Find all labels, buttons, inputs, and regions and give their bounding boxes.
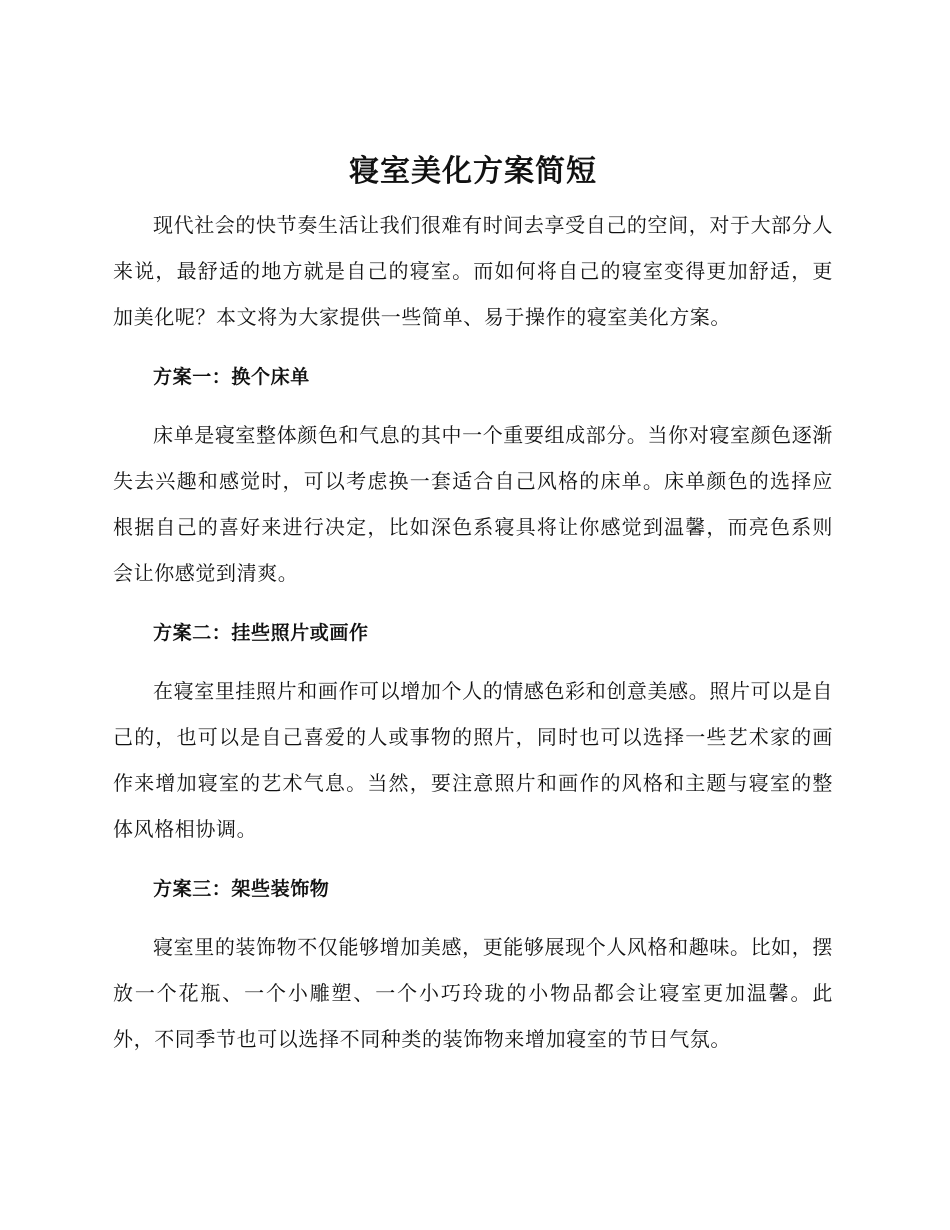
section-1-body: 床单是寝室整体颜色和气息的其中一个重要组成部分。当你对寝室颜色逐渐失去兴趣和感觉时，可以考虑换一套适合自己风格的床单。床单颜色的选择应根据自己的喜好来进行决定，比如深色系寝具将让你感觉到温馨，而亮色系则会让你感觉到清爽。 xyxy=(113,423,833,585)
document-page xyxy=(113,150,833,1062)
section-3 xyxy=(113,866,833,1062)
section-2-body: 在寝室里挂照片和画作可以增加个人的情感色彩和创意美感。照片可以是自己的，也可以是自己喜爱的人或事物的照片，同时也可以选择一些艺术家的画作来增加寝室的艺术气息。当然，要注意照片和画作的风格和主题与寝室的整体风格相协调。 xyxy=(113,679,833,841)
section-2 xyxy=(113,610,833,852)
section-3-heading: 方案三：架些装饰物 xyxy=(153,878,330,900)
section-1 xyxy=(113,354,833,596)
intro-paragraph: 现代社会的快节奏生活让我们很难有时间去享受自己的空间，对于大部分人来说，最舒适的地方就是自己的寝室。而如何将自己的寝室变得更加舒适，更加美化呢？本文将为大家提供一些简单、易于操作的寝室美化方案。 xyxy=(113,213,833,329)
document-title: 寝室美化方案简短 xyxy=(349,154,597,189)
section-3-body: 寝室里的装饰物不仅能够增加美感，更能够展现个人风格和趣味。比如，摆放一个花瓶、一个小雕塑、一个小巧玲珑的小物品都会让寝室更加温馨。此外，不同季节也可以选择不同种类的装饰物来增加寝室的节日气氛。 xyxy=(113,935,833,1051)
section-1-heading: 方案一：换个床单 xyxy=(153,366,310,388)
section-2-heading: 方案二：挂些照片或画作 xyxy=(153,622,369,644)
